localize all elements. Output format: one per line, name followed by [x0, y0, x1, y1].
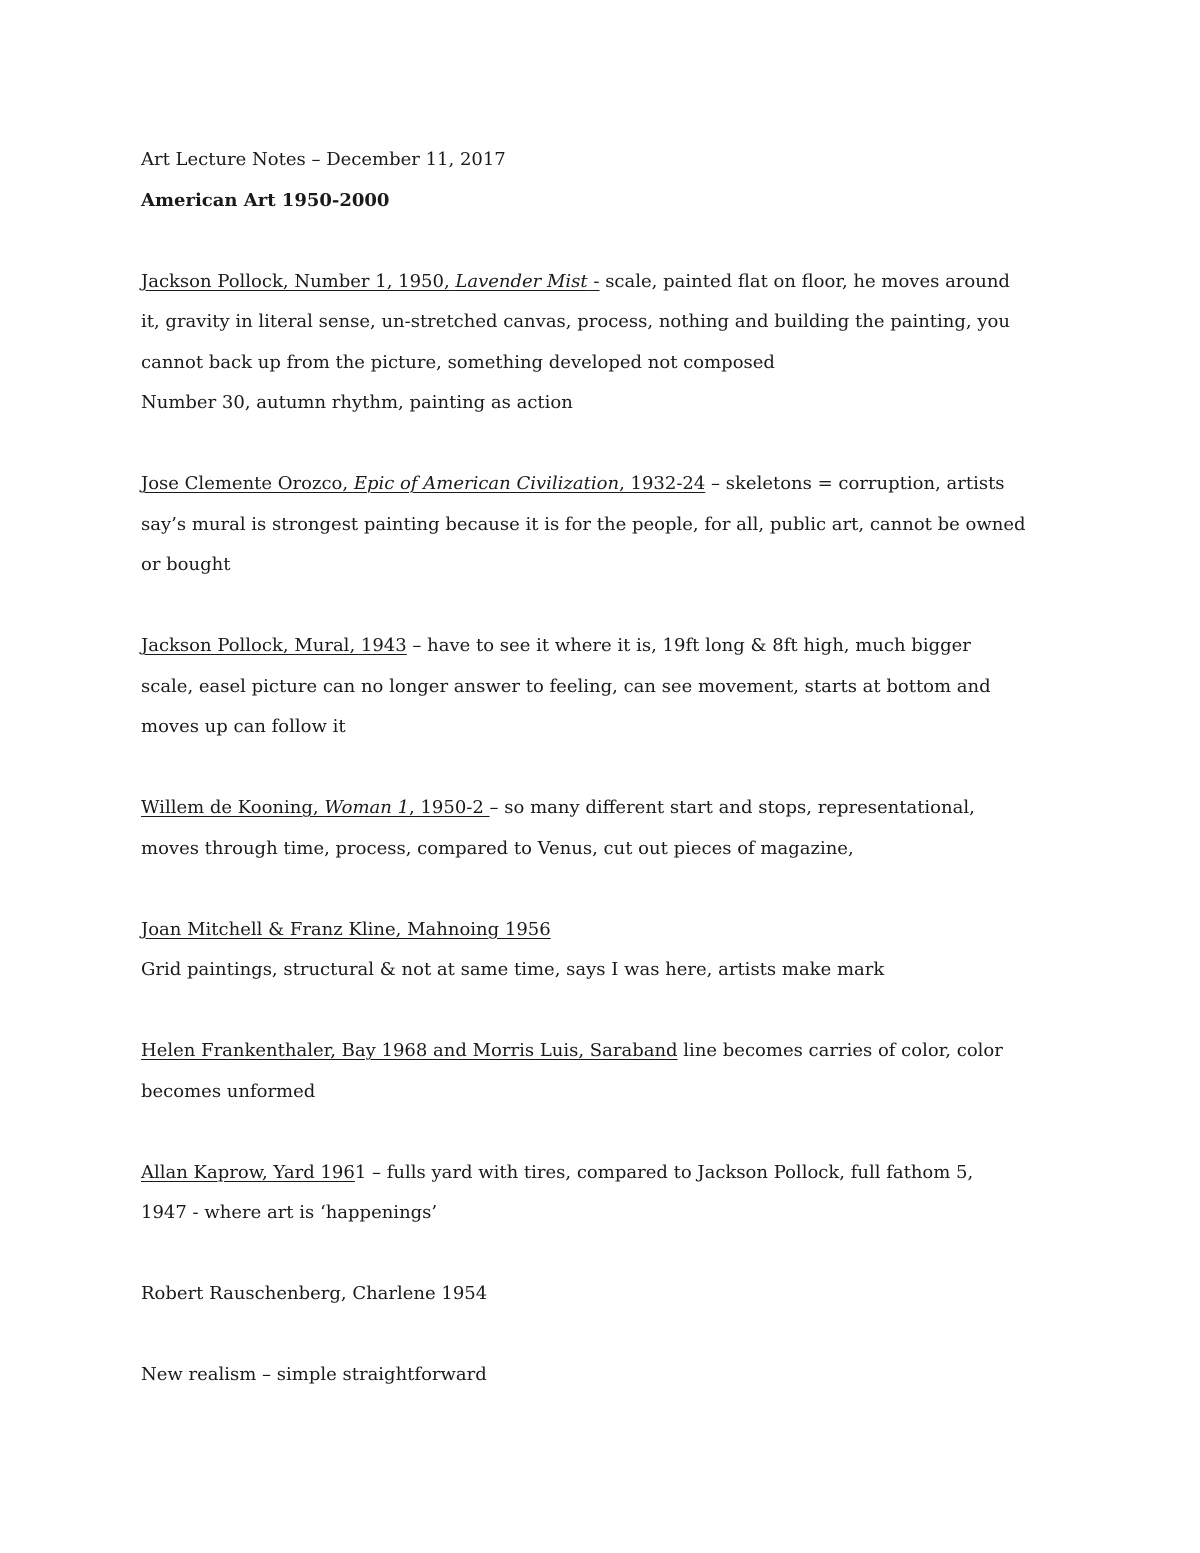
entry-de-kooning [141, 788, 1056, 869]
entry-mitchell-kline [141, 910, 1056, 991]
entry-orozco [141, 464, 1056, 586]
spacer [141, 1234, 1056, 1275]
note-text: Grid paintings, structural & not at same time, says I was here, artists make mark [141, 959, 885, 980]
note-text: moves through time, process, compared to Venus, cut out pieces of magazine, [141, 837, 854, 859]
note-text: becomes unformed [141, 1080, 316, 1102]
artwork-reference: Willem de Kooning, Woman 1, 1950-2 [141, 797, 490, 818]
spacer [141, 1315, 1056, 1356]
note-text: scale, easel picture can no longer answer to feeling, can see movement, starts at bottom and [141, 675, 991, 697]
entry-rauschenberg: Robert Rauschenberg, Charlene 1954 [141, 1283, 488, 1304]
spacer [141, 1112, 1056, 1153]
note-text: line becomes carries of color, color [677, 1040, 1003, 1061]
artwork-title: Woman 1 [324, 797, 410, 818]
note-text: scale, painted flat on floor, he moves around [599, 270, 1010, 292]
note-text: 1947 - where art is ‘happenings’ [141, 1202, 438, 1223]
spacer [141, 424, 1056, 465]
artwork-reference: Joan Mitchell & Franz Kline, Mahnoing 1956 [141, 918, 551, 940]
course-title: American Art 1950-2000 [141, 189, 390, 211]
artwork-reference: Jackson Pollock, Number 1, 1950, Lavender Mist - [141, 270, 600, 292]
note-text: it, gravity in literal sense, un-stretched canvas, process, nothing and building the painting, you [141, 311, 1010, 332]
spacer [141, 869, 1056, 910]
spacer [141, 221, 1056, 262]
document-page [141, 140, 1056, 1396]
note-text: or bought [141, 554, 231, 575]
spacer [141, 991, 1056, 1032]
note-text: – skeletons = corruption, artists [705, 473, 1005, 494]
entry-pollock-mural [141, 626, 1056, 748]
artwork-reference: Jackson Pollock, Mural, 1943 [141, 635, 407, 656]
note-text: – have to see it where it is, 19ft long & 8ft high, much bigger [406, 635, 971, 656]
entry-frankenthaler-luis [141, 1031, 1056, 1112]
note-text: – so many different start and stops, representational, [489, 797, 975, 818]
note-text: moves up can follow it [141, 716, 346, 737]
entry-kaprow [141, 1153, 1056, 1234]
note-text: say’s mural is strongest painting because it is for the people, for all, public art, cannot be owned [141, 513, 1026, 535]
artwork-reference: Jose Clemente Orozco, Epic of American Civilization, 1932-24 [141, 473, 706, 494]
spacer [141, 586, 1056, 627]
artwork-title: Lavender Mist [455, 270, 588, 292]
artwork-reference: Allan Kaprow, Yard 196 [141, 1161, 355, 1183]
entry-pollock-number-1 [141, 262, 1056, 424]
artwork-reference: Helen Frankenthaler, Bay 1968 and Morris Luis, Saraband [141, 1040, 678, 1061]
note-text: Number 30, autumn rhythm, painting as action [141, 392, 573, 413]
entry-new-realism: New realism – simple straightforward [141, 1364, 487, 1385]
date-line: Art Lecture Notes – December 11, 2017 [141, 149, 506, 170]
spacer [141, 748, 1056, 789]
note-text: cannot back up from the picture, something developed not composed [141, 351, 775, 373]
note-text: 1 – fulls yard with tires, compared to Jackson Pollock, full fathom 5, [354, 1161, 974, 1183]
artwork-title: Epic of American Civilization [353, 473, 620, 494]
